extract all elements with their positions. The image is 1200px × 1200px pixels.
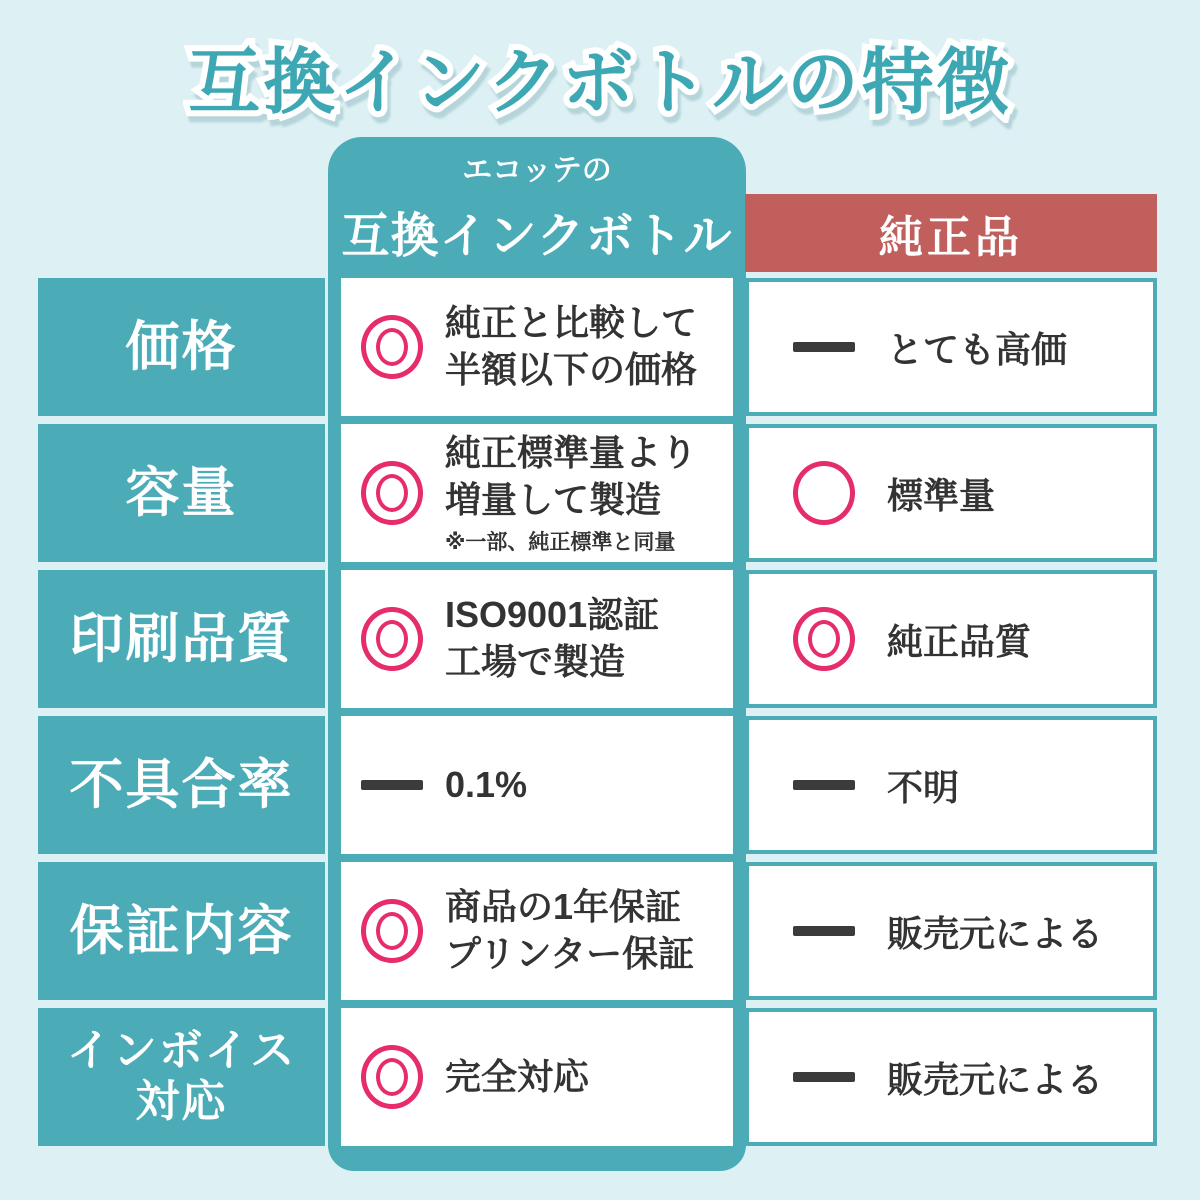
product-header-brand: エコッテの (462, 154, 612, 187)
genuine-cell-text: 販売元による (887, 912, 1104, 954)
row-label (38, 1008, 325, 1146)
double-circle-inner (376, 1058, 408, 1096)
product-cell-text (445, 430, 697, 557)
row-label-text: 保証内容 (69, 900, 294, 961)
product-cell (341, 278, 733, 416)
row-label-text: インボイス (66, 1026, 297, 1076)
product-text-line: 工場で製造 (445, 641, 626, 682)
product-cell (341, 424, 733, 562)
row-label-text: 価格 (125, 316, 238, 377)
product-text-line: 0.1% (445, 763, 528, 805)
genuine-cell-text: 純正品質 (887, 620, 1032, 662)
product-text-line: 増量して製造 (445, 478, 662, 520)
product-cell (341, 862, 733, 1000)
product-text-line: 商品の1年保証 (445, 886, 682, 928)
product-text-line: プリンター保証 (445, 933, 695, 974)
dash-bar (361, 780, 423, 790)
double-circle-mark-icon (361, 899, 423, 963)
row-label (38, 570, 325, 708)
double-circle-inner (808, 620, 840, 658)
table-row (0, 278, 1200, 416)
genuine-cell-text: とても高価 (887, 328, 1068, 370)
double-circle-inner (376, 912, 408, 950)
dash-mark-icon (793, 780, 855, 790)
dash-bar (793, 1072, 855, 1082)
row-label-text: 対応 (135, 1077, 228, 1126)
genuine-cell (745, 424, 1157, 562)
product-header-name: 互換インクボトル (341, 210, 733, 263)
product-cell-text (445, 592, 659, 686)
row-label-text: 印刷品質 (69, 608, 294, 669)
row-label (38, 716, 325, 854)
genuine-cell (745, 278, 1157, 416)
product-note: ※一部、純正標準と同量 (445, 531, 676, 555)
genuine-column-header (745, 194, 1157, 272)
double-circle-inner (376, 328, 408, 366)
table-row (0, 570, 1200, 708)
product-column-header (328, 137, 746, 274)
product-cell-text (445, 1054, 589, 1101)
double-circle-inner (376, 620, 408, 658)
product-text-line: 半額以下の価格 (445, 349, 698, 390)
product-text-line: ISO9001認証 (445, 594, 660, 636)
product-cell-text (445, 762, 527, 809)
double-circle-mark-icon (361, 315, 423, 379)
product-text-line: 純正と比較して (445, 302, 698, 344)
product-cell (341, 716, 733, 854)
genuine-cell (745, 716, 1157, 854)
double-circle-mark-icon (361, 461, 423, 525)
genuine-cell (745, 862, 1157, 1000)
genuine-header-text: 純正品 (879, 213, 1023, 262)
double-circle-inner (376, 474, 408, 512)
dash-bar (793, 342, 855, 352)
product-cell-text (445, 884, 694, 978)
product-text-line: 純正標準量より (445, 431, 698, 473)
dash-mark-icon (793, 926, 855, 936)
table-row (0, 716, 1200, 854)
double-circle-mark-icon (361, 1045, 423, 1109)
double-circle-mark-icon (793, 607, 855, 671)
product-cell (341, 570, 733, 708)
row-label (38, 278, 325, 416)
table-row (0, 1008, 1200, 1146)
dash-mark-icon (361, 780, 423, 790)
page-title: 互換インクボトルの特徴 (188, 43, 1012, 123)
product-text-line: 完全対応 (445, 1055, 590, 1097)
row-label-text: 不具合率 (69, 754, 294, 815)
circle-mark-icon (793, 461, 855, 525)
row-label (38, 424, 325, 562)
double-circle-mark-icon (361, 607, 423, 671)
genuine-cell (745, 1008, 1157, 1146)
product-cell (341, 1008, 733, 1146)
row-label-text: 容量 (125, 462, 238, 523)
genuine-cell-text: 不明 (887, 766, 960, 808)
table-row (0, 424, 1200, 562)
genuine-cell-text: 標準量 (887, 474, 996, 516)
genuine-cell (745, 570, 1157, 708)
dash-mark-icon (793, 342, 855, 352)
table-row (0, 862, 1200, 1000)
dash-bar (793, 926, 855, 936)
dash-bar (793, 780, 855, 790)
genuine-cell-text: 販売元による (887, 1058, 1104, 1100)
row-label (38, 862, 325, 1000)
product-cell-text (445, 300, 697, 394)
dash-mark-icon (793, 1072, 855, 1082)
